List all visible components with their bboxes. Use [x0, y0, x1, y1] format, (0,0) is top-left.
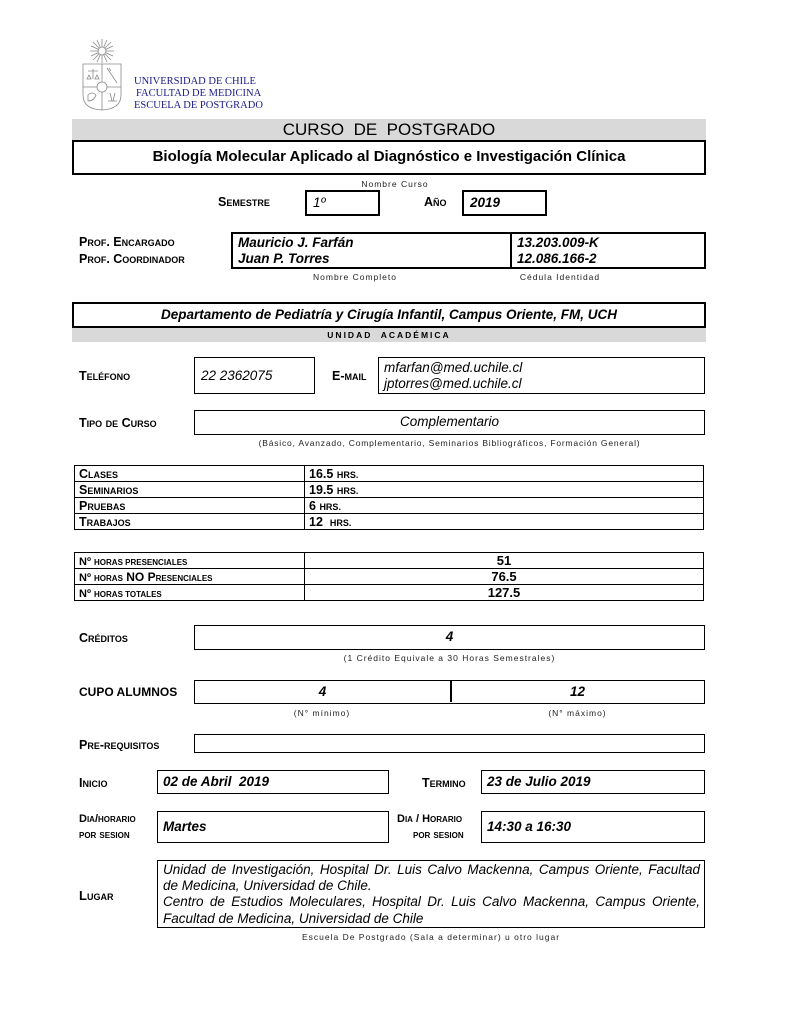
- institution-line: ESCUELA DE POSTGRADO: [134, 100, 263, 111]
- credits-field[interactable]: [194, 625, 705, 650]
- year-value: 2019: [470, 195, 501, 210]
- enrollment-min-caption: (N° mínimo): [293, 708, 351, 718]
- hours-breakdown-table: [74, 465, 704, 530]
- course-type-field[interactable]: [194, 410, 705, 435]
- enrollment-min-value[interactable]: 4: [318, 684, 327, 699]
- professors-table: [231, 232, 706, 269]
- prof-coordinador-id[interactable]: 12.086.166-2: [517, 251, 597, 266]
- semester-field[interactable]: [305, 190, 380, 216]
- start-date-value: 02 de Abril 2019: [163, 774, 270, 789]
- totals-value[interactable]: 76.5: [305, 569, 704, 585]
- institution-line: UNIVERSIDAD DE CHILE: [134, 76, 256, 87]
- course-name-field[interactable]: [72, 140, 706, 175]
- prof-encargado-name[interactable]: Mauricio J. Farfán: [238, 235, 354, 250]
- hours-label: Trabajos: [75, 514, 305, 530]
- prof-encargado-id[interactable]: 13.203.009-K: [517, 235, 599, 250]
- id-caption: Cédula Identidad: [519, 272, 601, 282]
- prerequisites-label: Pre-requisitos: [79, 738, 160, 752]
- table-row: [75, 498, 704, 514]
- enrollment-label: CUPO ALUMNOS: [79, 685, 178, 699]
- hours-value-cell[interactable]: 12 hrs.: [305, 514, 704, 530]
- day-field[interactable]: [157, 811, 389, 843]
- hours-value-cell[interactable]: 6 hrs.: [305, 498, 704, 514]
- semester-value: 1º: [313, 195, 326, 210]
- academic-unit-caption-band: [72, 328, 706, 342]
- enrollment-max-value[interactable]: 12: [569, 684, 586, 699]
- totals-value[interactable]: 127.5: [305, 585, 704, 601]
- academic-unit-caption: UNIDAD ACADÉMICA: [327, 330, 451, 340]
- phone-label: Teléfono: [79, 369, 131, 383]
- end-date-field[interactable]: [481, 770, 705, 794]
- hours-label: Pruebas: [75, 498, 305, 514]
- start-date-field[interactable]: [157, 770, 389, 794]
- course-name-caption: Nombre Curso: [361, 179, 429, 189]
- location-caption: Escuela De Postgrado (Sala a determinar) u otro lugar: [301, 932, 561, 942]
- year-field[interactable]: [462, 190, 547, 216]
- credits-caption: (1 Crédito Equivale a 30 Horas Semestrales): [343, 653, 556, 663]
- start-date-label: Inicio: [79, 776, 108, 790]
- time-label-2: por sesion: [413, 829, 464, 841]
- course-type-caption: (Básico, Avanzado, Complementario, Seminarios Bibliográficos, Formación General): [258, 438, 641, 448]
- location-line-1: Unidad de Investigación, Hospital Dr. Luis Calvo Mackenna, Campus Oriente, Facultad de Medicina, Universidad de Chile.: [163, 862, 700, 894]
- university-crest-icon: [80, 37, 124, 111]
- table-row: [75, 514, 704, 530]
- credits-label: Créditos: [79, 631, 128, 645]
- enrollment-fields: [194, 680, 705, 704]
- phone-value: 22 2362075: [201, 368, 273, 383]
- email-field[interactable]: [378, 357, 705, 394]
- totals-label-cell: Nº horas NO Presenciales: [75, 569, 305, 585]
- table-row: [75, 585, 704, 601]
- end-date-label: Termino: [422, 776, 466, 790]
- prof-coordinador-label: Prof. Coordinador: [79, 252, 185, 266]
- table-row: [75, 482, 704, 498]
- prof-encargado-label: Prof. Encargado: [79, 235, 175, 249]
- email-2[interactable]: jptorres@med.uchile.cl: [384, 376, 522, 391]
- hours-label: Seminarios: [75, 482, 305, 498]
- day-value: Martes: [163, 819, 207, 834]
- credits-value: 4: [445, 629, 454, 644]
- prof-coordinador-name[interactable]: Juan P. Torres: [238, 251, 330, 266]
- email-label: E-mail: [332, 369, 367, 383]
- location-label: Lugar: [79, 888, 114, 903]
- semester-label: Semestre: [218, 195, 270, 209]
- location-line-2: Centro de Estudios Moleculares, Hospital Dr. Luis Calvo Mackenna, Campus Oriente, Facultad de Medicina, Universidad de Chile: [163, 894, 700, 926]
- hours-value-cell[interactable]: 19.5 hrs.: [305, 482, 704, 498]
- year-label: Año: [424, 195, 447, 209]
- academic-unit-field[interactable]: [72, 302, 706, 328]
- course-type-value: Complementario: [399, 414, 500, 429]
- course-name: Biología Molecular Aplicado al Diagnóstico e Investigación Clínica: [152, 148, 626, 165]
- form-title-band: [72, 119, 706, 140]
- form-title: CURSO DE POSTGRADO: [282, 120, 496, 139]
- totals-value[interactable]: 51: [305, 553, 704, 569]
- email-1[interactable]: mfarfan@med.uchile.cl: [384, 360, 523, 375]
- phone-field[interactable]: [194, 357, 315, 394]
- table-row: [75, 466, 704, 482]
- hours-label: Clases: [75, 466, 305, 482]
- location-field[interactable]: [157, 860, 705, 928]
- academic-unit-value: Departamento de Pediatría y Cirugía Infantil, Campus Oriente, FM, UCH: [160, 307, 618, 322]
- institution-line: FACULTAD DE MEDICINA: [136, 88, 262, 99]
- day-label-2: por sesion: [79, 829, 130, 841]
- prerequisites-field[interactable]: [194, 734, 705, 753]
- totals-label-cell: Nº horas totales: [75, 585, 305, 601]
- table-row: [75, 553, 704, 569]
- time-field[interactable]: [481, 811, 705, 843]
- hours-totals-table: [74, 552, 704, 601]
- day-label: Dia/horario: [79, 813, 136, 825]
- time-value: 14:30 a 16:30: [487, 819, 572, 834]
- table-row: [75, 569, 704, 585]
- totals-label-cell: Nº horas Presenciales: [75, 553, 305, 569]
- course-type-label: Tipo de Curso: [79, 416, 157, 430]
- enrollment-max-caption: (N° máximo): [548, 708, 607, 718]
- hours-value-cell[interactable]: 16.5 hrs.: [305, 466, 704, 482]
- end-date-value: 23 de Julio 2019: [487, 774, 591, 789]
- name-caption: Nombre Completo: [313, 272, 397, 282]
- time-label: Dia / Horario: [397, 813, 463, 825]
